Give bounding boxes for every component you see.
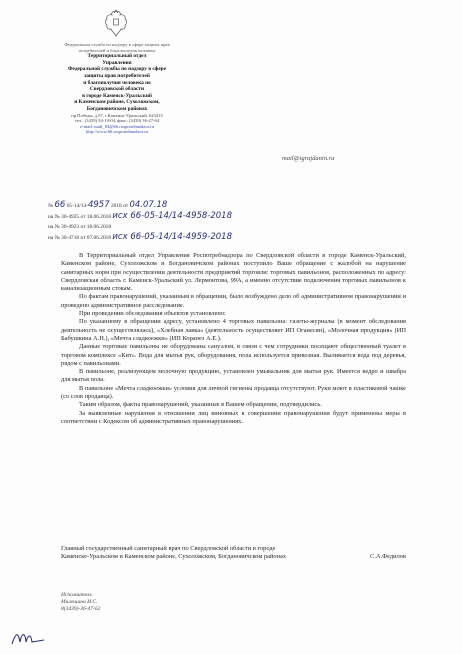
handwritten-initials [10,628,50,648]
email-link[interactable]: e-mail: mail_03@66.rospotrebnadzor.ru [80,123,154,129]
fed-line-7: Богдановичском районах [86,105,148,112]
address: пр.Победы, д.97, г.Каменск-Уральский, 623415 [71,112,163,118]
executor-phone: 8(3439)-36-47-62 [61,606,101,612]
letter-body [61,252,406,426]
fed-line-6: и Каменском районе, Сухоложском, [74,99,160,106]
registry-block [48,200,232,243]
registry-line: на № 30-4925 от 18.06.2018 исх 66-05-14/14-4958-2018 [48,211,232,221]
fed-line-4: Свердловской области [89,86,145,93]
signature-name: С.А.Федилов [370,553,406,561]
executor-block [61,592,100,613]
executor-label: Исполнитель [61,592,92,598]
dept-name: Территориальный отдел [87,53,147,60]
fed-line: Федеральной службы по надзору в сфере [68,66,166,73]
sender-header [48,42,186,135]
web-link[interactable]: http://www.66.rospotrebnadzor.ru [85,129,149,135]
executor-name: Милешина И.С. [61,599,98,605]
paragraph: В павильоне, реализующем молочную продукцию, установлен умывальник для мытья рук. Имеется ведро и швабра для мытья пола. [61,368,406,384]
fed-line-3: и благополучия человека по [83,79,151,86]
admin-name: Управления [102,59,132,66]
fed-line-5: в городе Каменск-Уральский [82,92,152,99]
recipient-email[interactable]: mail@igrajdanin.ru [282,155,335,162]
paragraph: По указанному в обращении адресу, установлено 4 торговых павильона: газеты-журналы (в момент обследования деятельность не осуществлялась), «Хлебная лавка» (деятельность осуществляет ИП Оганесян), «Молочная продукция» (ИП Бабушкина А.Н.), «Мечта сладкоежки» (ИП Корапез А.Е.). [61,318,406,342]
coat-of-arms-emblem [103,9,129,39]
paragraph: Таким образом, факты правонарушений, указанные в Вашем обращении, подтвердились. [79,401,322,409]
paragraph: При проведении обследования объектов установлено: [79,310,226,318]
paragraph: В павильоне «Мечта сладкоежки» условия для личной гигиены продавца отсутствуют. Руки моют в пластиковой чашке (со слов продавца). [61,384,406,401]
paragraph: В Территориальный отдел Управления Роспотребнадзора по Свердловской области в городе Каменск-Уральский, Каменском районе, Сухоложском и Богдановичском районах поступило Ваше обращение с жалобой на нарушение санитарных норм при осуществлении деятельности предприятий торговли: торговых павильонов, расположенных по адресу: Свердловская область г. Каменск-Уральский ул. Лермонтова, 99А, а именно отсутствие подключения торговых павильонов к канализационным стокам. [61,252,406,293]
fed-line-2: защиты прав потребителей [84,72,150,79]
service-name-2: потребителей и благополучия человека [78,47,156,53]
phone: тел.: (3439) 34-10-04, факс: (3439) 36-47-64 [74,118,160,124]
paragraph: Данные торговые павильоны не оборудованы санузлом, в связи с чем сотрудники посещают общественный туалет в торговом комплексе «Кит». Вода для мытья рук, оборудования, пола используется привозная. Выливается вода под деревья, рядом с павильонами. [61,343,406,367]
paragraph: За выявленные нарушения в отношении лиц виновных в совершении правонарушения будут применены меры в соответствии с Кодексом об административных правонарушениях. [61,409,406,425]
registry-line: на № 30-4718 от 07.06.2018 исх 66-05-14/14-4959-2018 [48,232,232,242]
paragraph: По фактам правонарушений, указанным в обращении, было возбуждено дело об административном правонарушении и проведено административное расследование. [61,293,406,309]
registry-line: № 66 05-14/14-4957 2018 от 04.07.18 [48,200,168,210]
service-name: Федеральная служба по надзору в сфере защиты прав [64,42,170,47]
registry-line: на № 30-4923 от 18.06.2018 [48,224,112,230]
signature-block [61,545,406,562]
signature-title: Главный государственный санитарный врач по Свердловской области в городе Каменске-Уральском и Каменском районе, Сухоложском, Богдановичском районах [61,545,287,561]
